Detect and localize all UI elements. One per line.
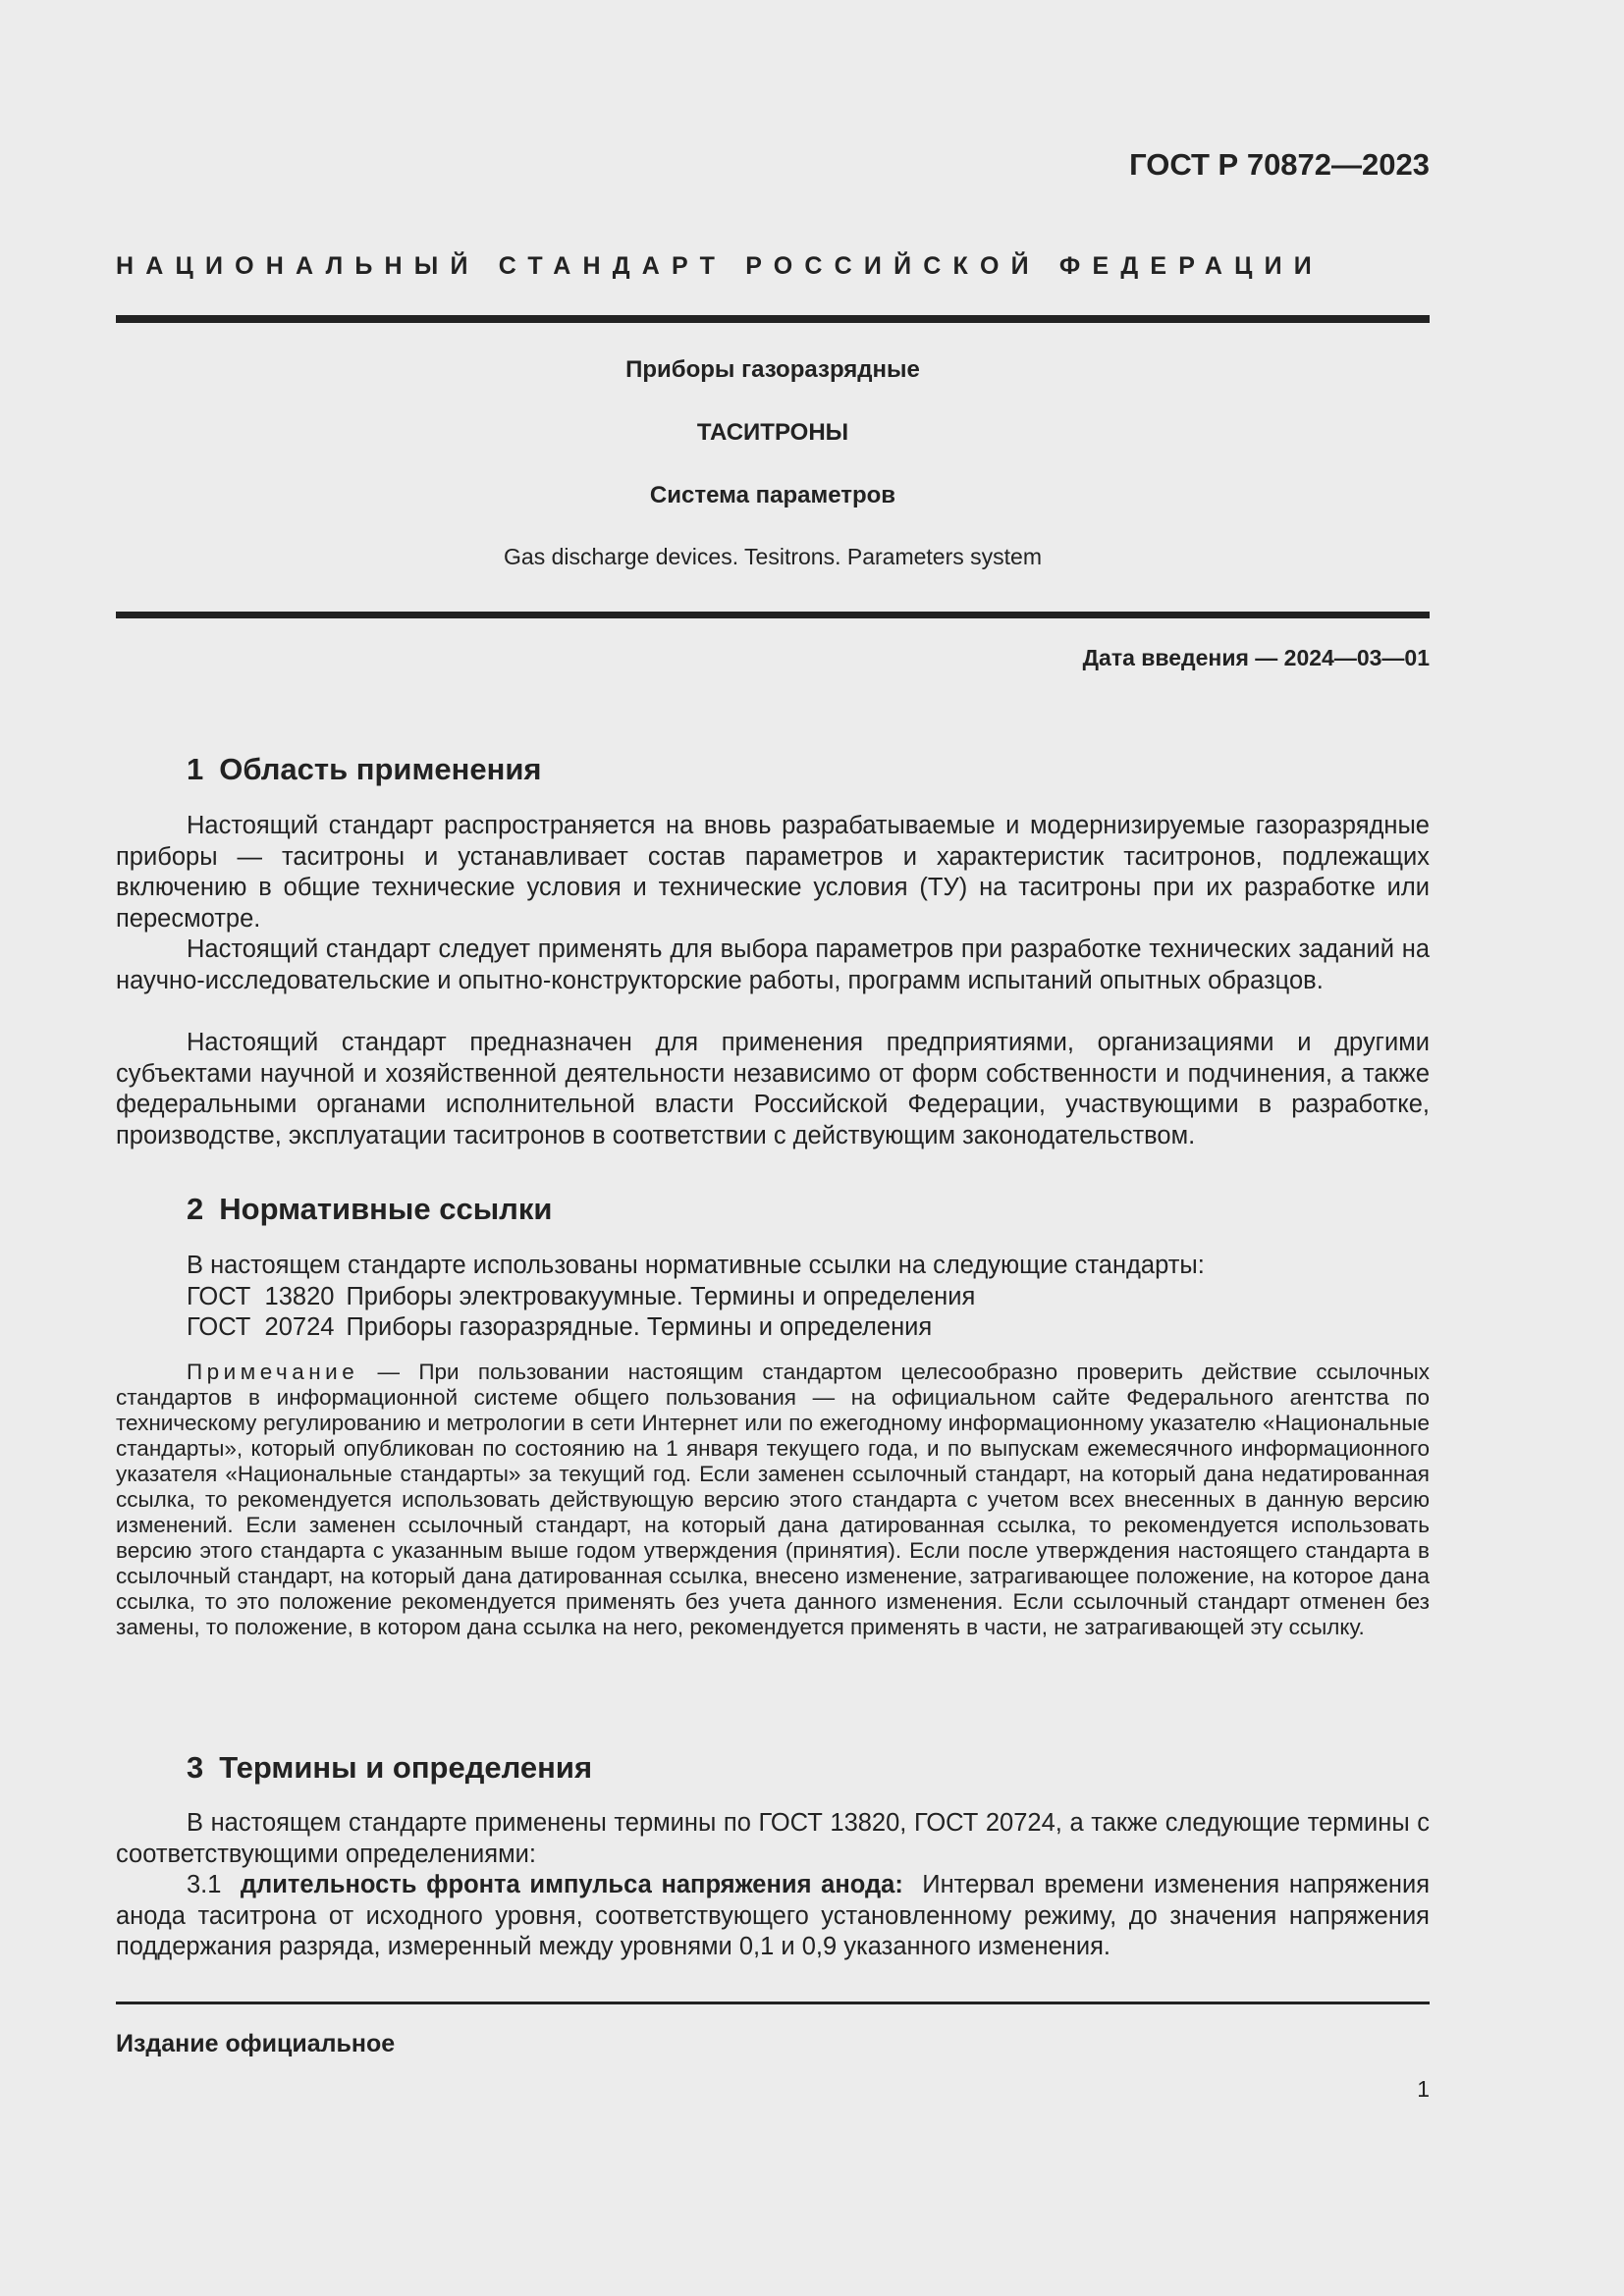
section-1-paragraph: Настоящий стандарт предназначен для применения предприятиями, организациями и другими субъектами научной и хозяйственной деятельности независимо от форм собственности и подчинения, а также федеральными органами исполнительной власти Российской Федерации, участвующими в разработке, производстве, эксплуатации таситронов в соответствии с действующим законодательством. <box>116 1029 1430 1149</box>
section-1-heading <box>187 752 542 787</box>
definition-text: Интервал времени изменения напряжения анода таситрона от исходного уровня, соответствующего установленному режиму, до значения напряжения поддержания разряда, измеренный между уровнями 0,1 и 0,9 указанного изменения. <box>116 1871 1431 1960</box>
official-edition-label: Издание официальное <box>116 2030 396 2057</box>
section-3-heading <box>187 1750 592 1786</box>
note-lead: Примечание <box>187 1360 359 1384</box>
title-english: Gas discharge devices. Tesitrons. Parameters system <box>504 544 1042 569</box>
introduction-date: Дата введения — 2024—03—01 <box>1082 645 1430 670</box>
section-2-heading <box>187 1192 552 1227</box>
section-number: 1 <box>187 752 204 786</box>
reference-title: Приборы электровакуумные. Термины и определения <box>346 1283 976 1310</box>
title-line-2: ТАСИТРОНЫ <box>696 419 849 446</box>
section-number: 2 <box>187 1192 204 1226</box>
top-rule <box>116 315 1430 323</box>
reference-title: Приборы газоразрядные. Термины и определения <box>346 1313 933 1341</box>
title-bottom-rule <box>116 612 1430 618</box>
section-1-paragraph: Настоящий стандарт следует применять для выбора параметров при разработке технических заданий на научно-исследовательские и опытно-конструкторские работы, программ испытаний опытных образцов. <box>116 935 1430 994</box>
title-line-1: Приборы газоразрядные <box>625 356 920 383</box>
reference-item <box>187 1282 975 1313</box>
national-standard-heading: НАЦИОНАЛЬНЫЙ СТАНДАРТ РОССИЙСКОЙ ФЕДЕРАЦИИ <box>116 252 1324 280</box>
section-3-paragraph: В настоящем стандарте применены термины по ГОСТ 13820, ГОСТ 20724, а также следующие термины с соответствующими определениями: <box>116 1809 1430 1868</box>
note-paragraph <box>116 1360 1430 1640</box>
title-line-3: Система параметров <box>649 482 896 508</box>
footer-rule <box>116 2002 1430 2004</box>
reference-item <box>187 1312 932 1344</box>
note-text: — При пользовании настоящим стандартом целесообразно проверить действие ссылочных стандартов в информационной системе общего пользования — на официальном сайте Федерального агентства по техническому регулированию и метрологии в сети Интернет или по ежегодному информационному указателю «Национальные стандарты», который опубликован по состоянию на 1 января текущего года, и по выпускам ежемесячного информационного указателя «Национальные стандарты» за текущий год. Если заменен ссылочный стандарт, на который дана недатированная ссылка, то рекомендуется использовать действующую версию этого стандарта с учетом всех внесенных в данную версию изменений. Если заменен ссылочный стандарт, на который дана датированная ссылка, то рекомендуется использовать версию этого стандарта с указанным выше годом утверждения (принятия). Если после утверждения настоящего стандарта в ссылочный стандарт, на который дана датированная ссылка, внесено изменение, затрагивающее положение, на которое дана ссылка, то это положение рекомендуется применять без учета данного изменения. Если ссылочный стандарт отменен без замены, то положение, в котором дана ссылка на него, рекомендуется применять в части, не затрагивающей эту ссылку. <box>116 1360 1430 1639</box>
reference-code: ГОСТ 13820 <box>187 1283 335 1310</box>
reference-code: ГОСТ 20724 <box>187 1313 335 1341</box>
section-title: Нормативные ссылки <box>219 1192 553 1226</box>
section-title: Термины и определения <box>219 1750 593 1785</box>
document-number: ГОСТ Р 70872—2023 <box>1129 147 1430 182</box>
section-title: Область применения <box>219 752 542 786</box>
term-definition <box>116 1870 1430 1963</box>
references-intro: В настоящем стандарте использованы нормативные ссылки на следующие стандарты: <box>187 1252 1205 1279</box>
section-1-paragraph: Настоящий стандарт распространяется на вновь разрабатываемые и модернизируемые газоразрядные приборы — таситроны и устанавливает состав параметров и характеристик таситронов, подлежащих включению в общие технические условия и технические условия (ТУ) на таситроны при их разработке или пересмотре. <box>116 812 1430 933</box>
section-number: 3 <box>187 1750 204 1785</box>
definition-term: длительность фронта импульса напряжения анода: <box>240 1871 903 1898</box>
page-number: 1 <box>1417 2076 1430 2102</box>
definition-number: 3.1 <box>187 1871 222 1898</box>
